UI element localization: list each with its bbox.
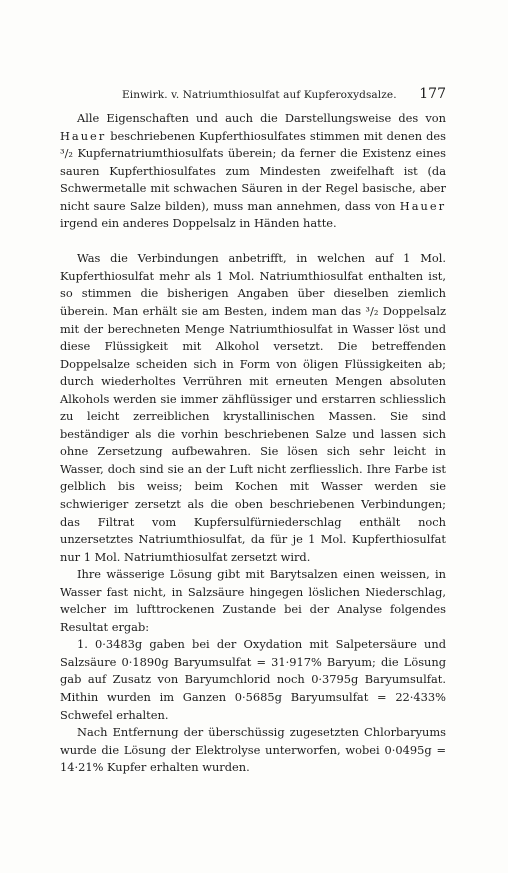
author-name-hauer: Hauer (60, 128, 107, 143)
author-name-hauer-2: Hauer (399, 198, 447, 213)
body-text (60, 110, 446, 777)
paragraph-1 (60, 110, 446, 233)
paragraph-1-text-b: beschriebenen Kupferthiosulfates stimmen mit denen des ³/₂ Kupfernatriumthiosulfats überein; da ferner die Existenz eines sauren Kupferthiosulfates zum Mindesten zweifelhaft ist (da Schwermetalle mit schwachen Säuren in der Regel basische, aber nicht saure Salze bilden), muss man annehmen, dass von (60, 128, 446, 213)
paragraph-2: Was die Verbindungen anbetrifft, in welchen auf 1 Mol. Kupferthiosulfat mehr als 1 Mol. Natriumthiosulfat enthalten ist, so stimmen die bisherigen Angaben über dieselben ziemlich überein. Man erhält sie am Besten, indem man das ³/₂ Doppelsalz mit der berechneten Menge Natriumthiosulfat in Wasser löst und diese Flüssigkeit mit Alkohol versetzt. Die betreffenden Doppelsalze scheiden sich in Form von öligen Flüssigkeiten ab; durch wiederholtes Verrühren mit erneuten Mengen absoluten Alkohols werden sie immer zähflüssiger und erstarren schliesslich zu leicht zerreiblichen krystallinischen Massen. Sie sind beständiger als die vorhin beschriebenen Salze und lassen sich ohne Zersetzung aufbewahren. Sie lösen sich sehr leicht in Wasser, doch sind sie an der Luft nicht zerfliesslich. Ihre Farbe ist gelblich bis weiss; beim Kochen mit Wasser werden sie schwieriger zersetzt als die oben beschriebenen Verbindungen; das Filtrat vom Kupfersulfürniederschlag enthält noch unzersetztes Natriumthiosulfat, da für je 1 Mol. Kupferthiosulfat nur 1 Mol. Natriumthiosulfat zersetzt wird. (60, 251, 446, 564)
running-head: Einwirk. v. Natriumthiosulfat auf Kupferoxydsalze. (122, 89, 397, 101)
page-header (60, 86, 446, 106)
page-number: 177 (419, 86, 446, 102)
paragraph-3: Ihre wässerige Lösung gibt mit Barytsalzen einen weissen, in Wasser fast nicht, in Salzsäure hingegen löslichen Niederschlag, welcher im lufttrockenen Zustande bei der Analyse folgendes Resultat ergab: (60, 567, 446, 634)
paragraph-1-text-c: irgend ein anderes Doppelsalz in Händen hatte. (60, 216, 337, 231)
paragraph-1-text-a: Alle Eigenschaften und auch die Darstellungsweise des von (77, 111, 446, 125)
paragraph-4: 1. 0·3483g gaben bei der Oxydation mit Salpetersäure und Salzsäure 0·1890g Baryumsulfat = 31·917% Baryum; die Lösung gab auf Zusatz von Baryumchlorid noch 0·3795g Baryumsulfat. Mithin wurden im Ganzen 0·5685g Baryumsulfat = 22·433% Schwefel erhalten. (60, 637, 446, 722)
paragraph-5: Nach Entfernung der überschüssig zugesetzten Chlorbaryums wurde die Lösung der Elektrolyse unterworfen, wobei 0·0495g = 14·21% Kupfer erhalten wurden. (60, 725, 446, 775)
